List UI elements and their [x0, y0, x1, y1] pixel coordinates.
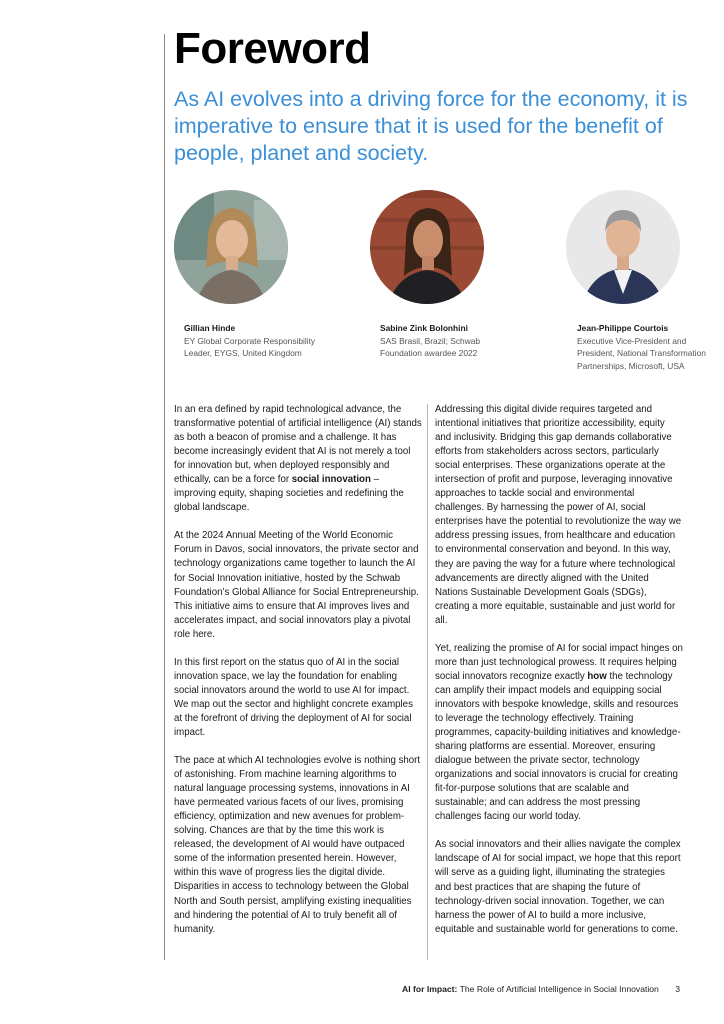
emphasis: how	[587, 670, 607, 682]
column-divider	[427, 404, 428, 960]
person-role: SAS Brasil, Brazil; Schwab Foundation awardee 2022	[380, 335, 481, 359]
person-card-1	[184, 322, 324, 360]
person-role: Executive Vice-President and President, National Transformation Partnerships, Microsoft, USA	[577, 335, 706, 371]
report-title-bold: AI for Impact:	[402, 984, 458, 994]
portrait-gillian-hinde	[174, 190, 288, 304]
person-card-3	[577, 322, 717, 372]
paragraph: Addressing this digital divide requires targeted and intentional initiatives that prioritize accessibility, equity and inclusivity. Bridging this gap demands collaborative efforts from stakeholders across sectors, particularly social enterprises. These organizations operate at the intersection of profit and purpose, leveraging innovative approaches to tackle social and environmental challenges. By harnessing the power of AI, social enterprises have the potential to revolutionize the way we address pressing issues, from healthcare and education to environmental conservation and beyond. In this way, they are paving the way for a future where technological advancements are directly aligned with the United Nations Sustainable Development Goals (SDGs), creating a more equitable, sustainable and just world for all.	[435, 404, 682, 626]
report-title: The Role of Artificial Intelligence in Social Innovation	[459, 984, 659, 994]
paragraph: Yet, realizing the promise of AI for social impact hinges on more than just technological prowess. It requires helping social innovators recognize exactly how the technology can amplify their impact models and equipping social innovators with bespoke knowledge, skills and resources to leverage the technology effectively. Training programmes, capacity-building initiatives and knowledge-sharing platforms are essential. Moreover, ensuring dialogue between the private sector, technology organizations and social innovators is crucial for creating fit-for-purpose solutions that are scalable and sustainable; and can address the most pressing challenges facing our world today.	[435, 642, 683, 823]
body-column-left	[174, 403, 422, 951]
paragraph: In an era defined by rapid technological advance, the transformative potential of artificial intelligence (AI) stands as both a beacon of promise and a challenge. It has become increasingly evident that AI is not merely a tool for innovation but, when deployed responsibly and ethically, can be a force for social innovation – improving equity, shaping societies and redefining the global landscape.	[174, 404, 422, 514]
lead-statement: As AI evolves into a driving force for the economy, it is imperative to ensure that it is used for the benefit of people, planet and society.	[174, 87, 688, 165]
person-name: Jean-Philippe Courtois	[577, 323, 669, 333]
paragraph: As social innovators and their allies navigate the complex landscape of AI for social impact, we hope that this report will serve as a guiding light, illuminating the strategies and best practices that are shaping the future of technology-driven social innovation. Together, we can harness the power of AI to build a more inclusive, equitable and sustainable world for generations to come.	[435, 839, 681, 935]
left-rule	[164, 34, 165, 960]
portrait-sabine-zink-bolonhini	[370, 190, 484, 304]
page-number: 3	[675, 984, 680, 994]
paragraph: In this first report on the status quo of AI in the social innovation space, we lay the foundation for enabling social innovators around the world to use AI for impact. We map out the sector and highlight concrete examples at the forefront of driving the deployment of AI for social impact.	[174, 656, 413, 738]
person-role: EY Global Corporate Responsibility Leader, EYGS, United Kingdom	[184, 335, 316, 359]
paragraph: The pace at which AI technologies evolve is nothing short of astonishing. From machine learning algorithms to natural language processing systems, innovations in AI have permeated various facets of our lives, promising efficiency, optimization and new avenues for problem-solving. Chances are that by the time this work is released, the development of AI would have outpaced some of the information presented herein. However, within this wave of progress lies the digital divide. Disparities in access to technology between the Global North and South persist, amplifying existing inequalities and hindering the potential of AI to truly benefit all of humanity.	[174, 755, 421, 935]
person-name: Gillian Hinde	[184, 323, 236, 333]
person-name: Sabine Zink Bolonhini	[380, 323, 468, 333]
portrait-jean-philippe-courtois	[566, 190, 680, 304]
body-column-right	[435, 403, 683, 951]
paragraph: At the 2024 Annual Meeting of the World Economic Forum in Davos, social innovators, the private sector and technology organizations came together to launch the AI for Social Innovation initiative, hosted by the Schwab Foundation’s Global Alliance for Social Entrepreneurship. This initiative aims to ensure that AI improves lives and accelerates impact, and social innovators play a pivotal role here.	[174, 530, 419, 640]
page-footer	[402, 984, 680, 994]
person-card-2	[380, 322, 520, 360]
page-title: Foreword	[174, 24, 371, 73]
emphasis: social innovation	[291, 474, 371, 486]
